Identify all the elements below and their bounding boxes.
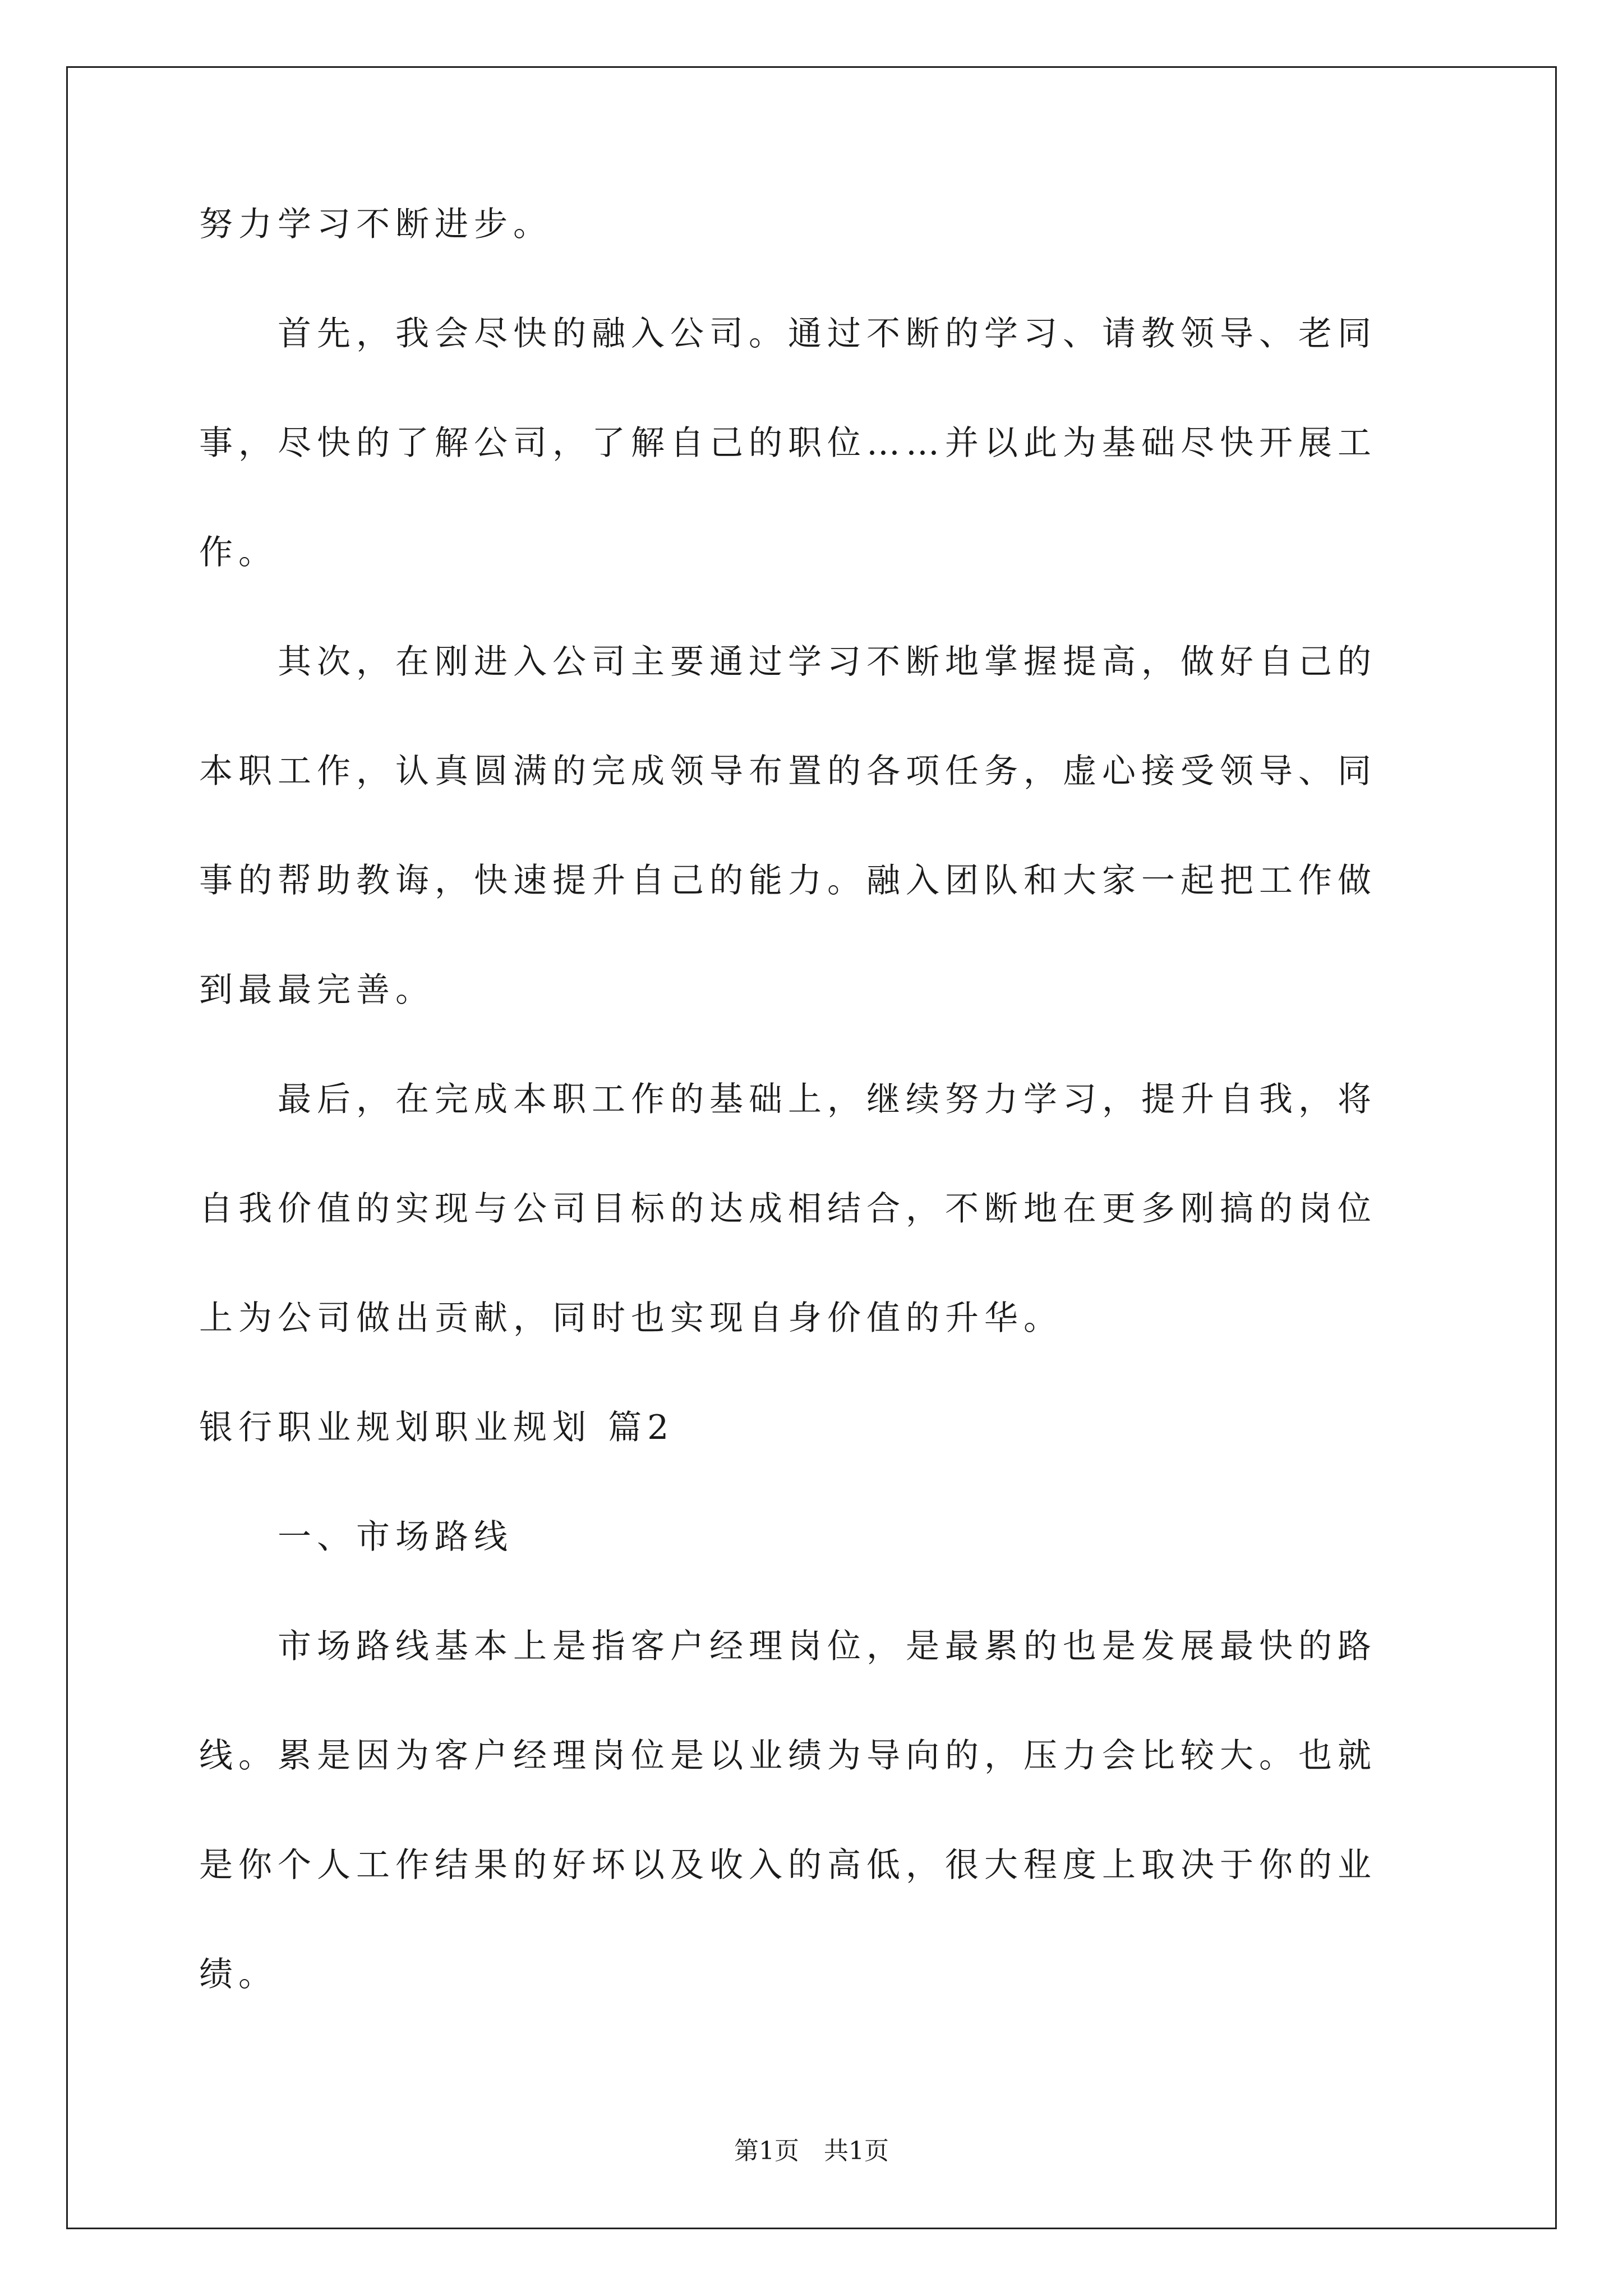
text-line: 事的帮助教诲，快速提升自己的能力。融入团队和大家一起把工作做 bbox=[199, 861, 1377, 900]
text-line: 自我价值的实现与公司目标的达成相结合，不断地在更多刚搞的岗位 bbox=[199, 1189, 1377, 1228]
text-line: 线。累是因为客户经理岗位是以业绩为导向的，压力会比较大。也就 bbox=[199, 1736, 1377, 1775]
text-line: 最后，在完成本职工作的基础上，继续努力学习，提升自我，将 bbox=[199, 1080, 1377, 1119]
text-line: 绩。 bbox=[199, 1955, 278, 1994]
text-line: 事，尽快的了解公司，了解自己的职位……并以此为基础尽快开展工 bbox=[199, 424, 1377, 463]
text-line: 作。 bbox=[199, 533, 278, 572]
text-line: 是你个人工作结果的好坏以及收入的高低，很大程度上取决于你的业 bbox=[199, 1846, 1377, 1885]
text-line: 其次，在刚进入公司主要通过学习不断地掌握提高，做好自己的 bbox=[199, 642, 1377, 682]
page-border bbox=[66, 66, 1557, 2229]
page-number-footer: 第1页 共1页 bbox=[734, 2137, 889, 2165]
text-line: 到最最完善。 bbox=[199, 970, 435, 1010]
section-heading: 银行职业规划职业规划 篇2 bbox=[199, 1408, 675, 1447]
subsection-heading: 一、市场路线 bbox=[199, 1517, 513, 1557]
text-line: 首先，我会尽快的融入公司。通过不断的学习、请教领导、老同 bbox=[199, 314, 1377, 353]
text-line: 努力学习不断进步。 bbox=[199, 205, 552, 244]
text-line: 市场路线基本上是指客户经理岗位，是最累的也是发展最快的路 bbox=[199, 1627, 1377, 1666]
text-line: 上为公司做出贡献，同时也实现自身价值的升华。 bbox=[199, 1299, 1063, 1338]
text-line: 本职工作，认真圆满的完成领导布置的各项任务，虚心接受领导、同 bbox=[199, 752, 1377, 791]
